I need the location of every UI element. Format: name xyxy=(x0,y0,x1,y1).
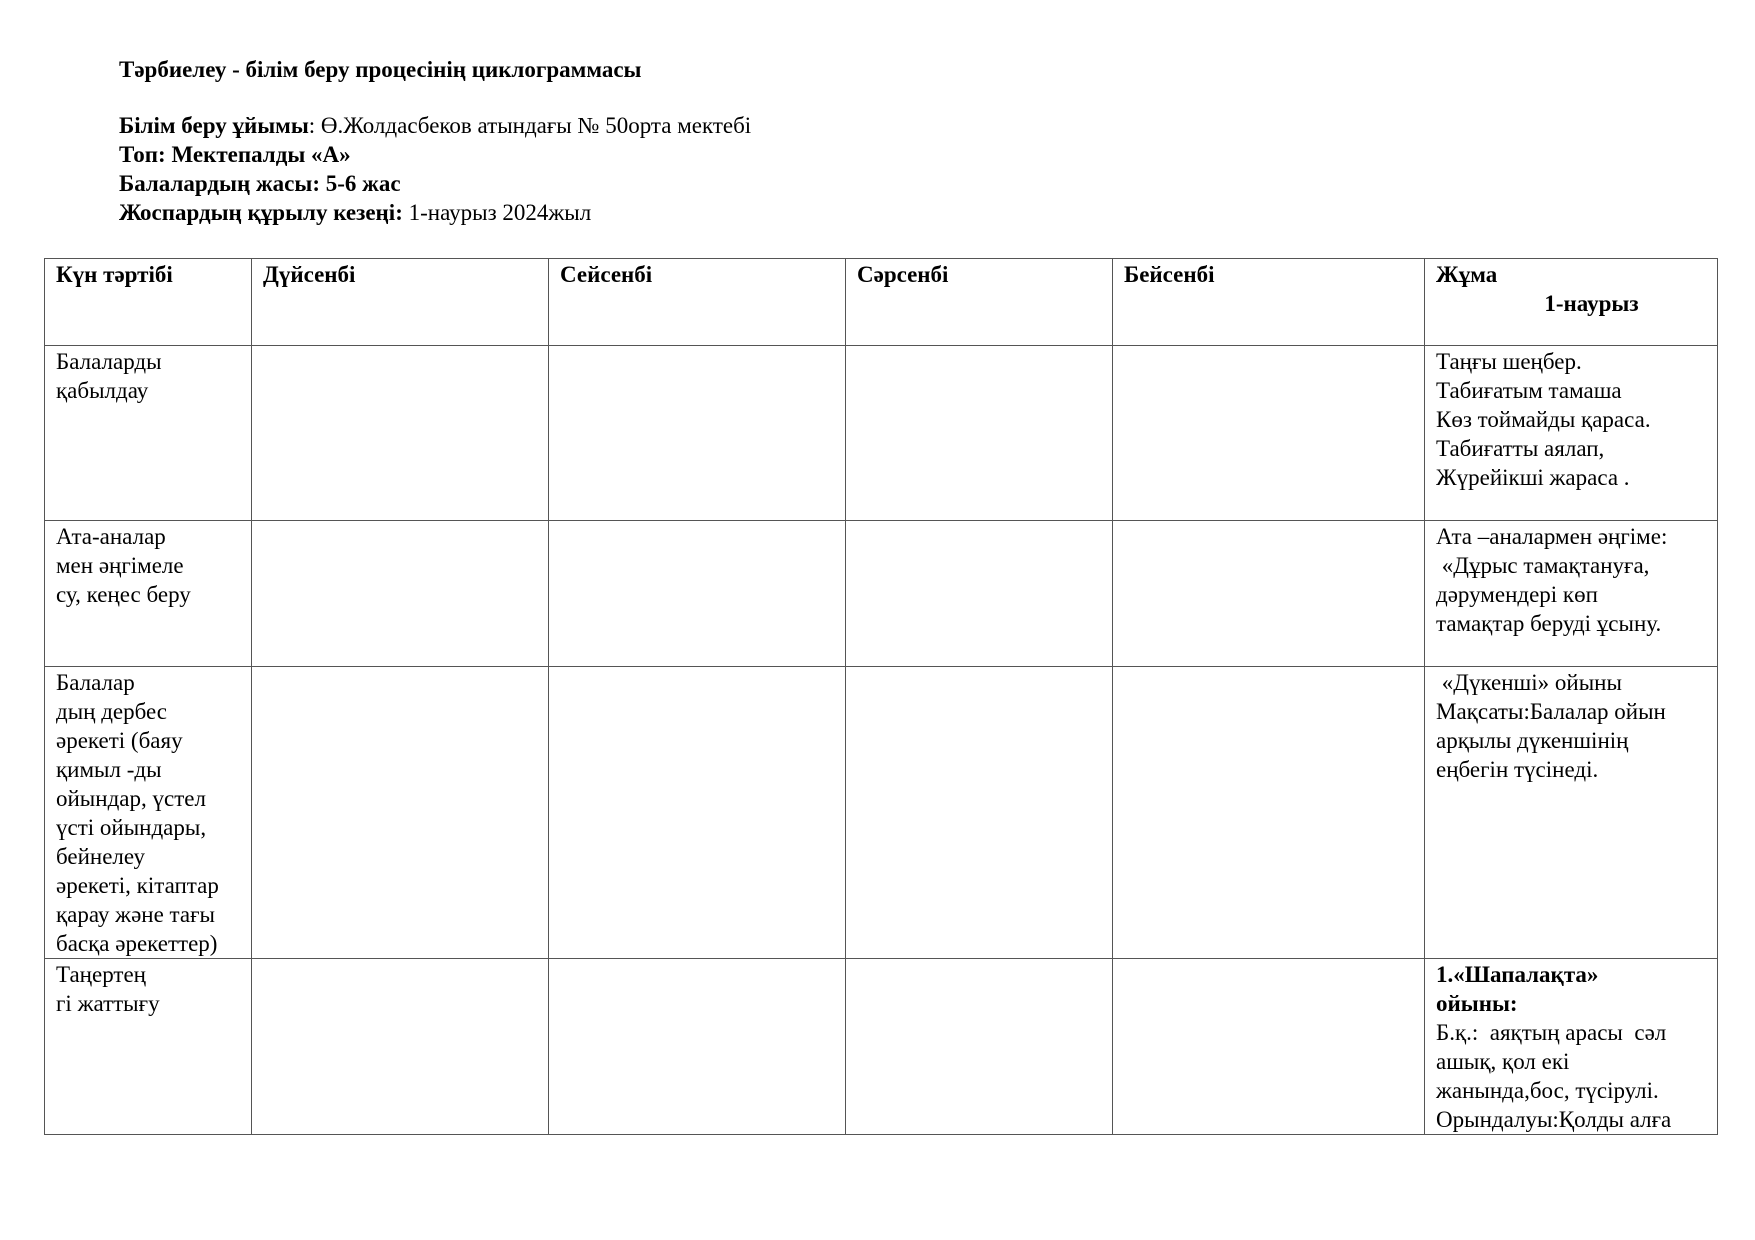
organization-line xyxy=(119,111,751,140)
header-thursday: Бейсенбі xyxy=(1113,259,1425,346)
empty-cell-thursday xyxy=(1113,667,1425,959)
schedule-cell xyxy=(45,521,252,667)
schedule-text: қарау және тағы xyxy=(56,902,215,927)
friday-text: еңбегін түсінеді. xyxy=(1436,757,1599,782)
friday-text: ашық, қол екі xyxy=(1436,1049,1570,1074)
friday-text: Көз тоймайды қараса. xyxy=(1436,407,1651,432)
header-wednesday: Сәрсенбі xyxy=(846,259,1113,346)
empty-cell-monday xyxy=(252,521,549,667)
schedule-text: басқа әрекеттер) xyxy=(56,931,218,956)
organization-value: : Ө.Жолдасбеков атындағы № 50орта мектебі xyxy=(308,113,752,138)
header-friday-date: 1-наурыз xyxy=(1544,291,1639,316)
age-label: Балалардың жасы: 5-6 жас xyxy=(119,171,401,196)
schedule-cell xyxy=(45,667,252,959)
schedule-text: бейнелеу xyxy=(56,844,146,869)
friday-text: Б.қ.: аяқтың арасы сәл xyxy=(1436,1020,1667,1045)
organization-label: Білім беру ұйымы xyxy=(119,113,309,138)
friday-text: Орындалуы:Қолды алға xyxy=(1436,1107,1672,1132)
header-friday-label: Жұма xyxy=(1436,262,1498,287)
empty-cell-thursday xyxy=(1113,959,1425,1135)
friday-text: Таңғы шеңбер. xyxy=(1436,349,1582,374)
friday-text: жанында,бос, түсірулі. xyxy=(1436,1078,1659,1103)
empty-cell-thursday xyxy=(1113,521,1425,667)
table-row xyxy=(45,959,1718,1135)
header-schedule: Күн тәртібі xyxy=(45,259,252,346)
period-label: Жоспардың құрылу кезеңі: xyxy=(119,200,403,225)
document-meta xyxy=(119,111,751,227)
empty-cell-wednesday xyxy=(846,346,1113,521)
friday-cell xyxy=(1425,346,1718,521)
friday-text: арқылы дүкеншінің xyxy=(1436,728,1629,753)
friday-text: тамақтар беруді ұсыну. xyxy=(1436,611,1662,636)
schedule-cell xyxy=(45,959,252,1135)
schedule-text: Ата-аналар xyxy=(56,524,166,549)
header-row xyxy=(45,259,1718,346)
schedule-text: әрекеті (баяу xyxy=(56,728,183,753)
empty-cell-wednesday xyxy=(846,959,1113,1135)
schedule-text: әрекеті, кітаптар xyxy=(56,873,219,898)
age-line xyxy=(119,169,751,198)
schedule-cell xyxy=(45,346,252,521)
empty-cell-monday xyxy=(252,667,549,959)
period-line xyxy=(119,198,751,227)
friday-text: Табиғатым тамаша xyxy=(1436,378,1622,403)
table-row xyxy=(45,346,1718,521)
schedule-text: гі жаттығу xyxy=(56,991,160,1016)
friday-cell xyxy=(1425,959,1718,1135)
schedule-text: үсті ойындары, xyxy=(56,815,207,840)
schedule-text: ойындар, үстел xyxy=(56,786,206,811)
empty-cell-wednesday xyxy=(846,667,1113,959)
group-line xyxy=(119,140,751,169)
schedule-text: қимыл -ды xyxy=(56,757,162,782)
empty-cell-tuesday xyxy=(549,959,846,1135)
empty-cell-monday xyxy=(252,346,549,521)
friday-text: «Дүкенші» ойыны xyxy=(1436,670,1622,695)
table-row xyxy=(45,521,1718,667)
period-value: 1-наурыз 2024жыл xyxy=(402,200,592,225)
empty-cell-thursday xyxy=(1113,346,1425,521)
friday-text: «Дұрыс тамақтануға, xyxy=(1436,553,1650,578)
group-value: Мектепалды «А» xyxy=(165,142,351,167)
friday-text: Табиғатты аялап, xyxy=(1436,436,1605,461)
empty-cell-monday xyxy=(252,959,549,1135)
schedule-text: дың дербес xyxy=(56,699,168,724)
schedule-text: қабылдау xyxy=(56,378,149,403)
friday-cell xyxy=(1425,667,1718,959)
friday-text: дәрумендері көп xyxy=(1436,582,1598,607)
empty-cell-tuesday xyxy=(549,667,846,959)
cyclogram-table xyxy=(44,258,1718,1135)
schedule-text: су, кеңес беру xyxy=(56,582,191,607)
schedule-text: Таңертең xyxy=(56,962,146,987)
friday-cell xyxy=(1425,521,1718,667)
schedule-text: мен әңгімеле xyxy=(56,553,184,578)
empty-cell-tuesday xyxy=(549,521,846,667)
friday-heading-text: 1.«Шапалақта» xyxy=(1436,962,1599,987)
friday-text: Жүрейікші жараса . xyxy=(1436,465,1630,490)
table-row xyxy=(45,667,1718,959)
empty-cell-wednesday xyxy=(846,521,1113,667)
schedule-text: Балалар xyxy=(56,670,135,695)
document-title: Тәрбиелеу - білім беру процесінің циклограммасы xyxy=(119,57,642,82)
friday-text: Мақсаты:Балалар ойын xyxy=(1436,699,1666,724)
schedule-text: Балаларды xyxy=(56,349,162,374)
header-friday xyxy=(1425,259,1718,346)
header-monday: Дүйсенбі xyxy=(252,259,549,346)
friday-text: Ата –аналармен әңгіме: xyxy=(1436,524,1668,549)
friday-heading-text: ойыны: xyxy=(1436,991,1518,1016)
empty-cell-tuesday xyxy=(549,346,846,521)
group-label: Топ: xyxy=(119,142,166,167)
header-tuesday: Сейсенбі xyxy=(549,259,846,346)
